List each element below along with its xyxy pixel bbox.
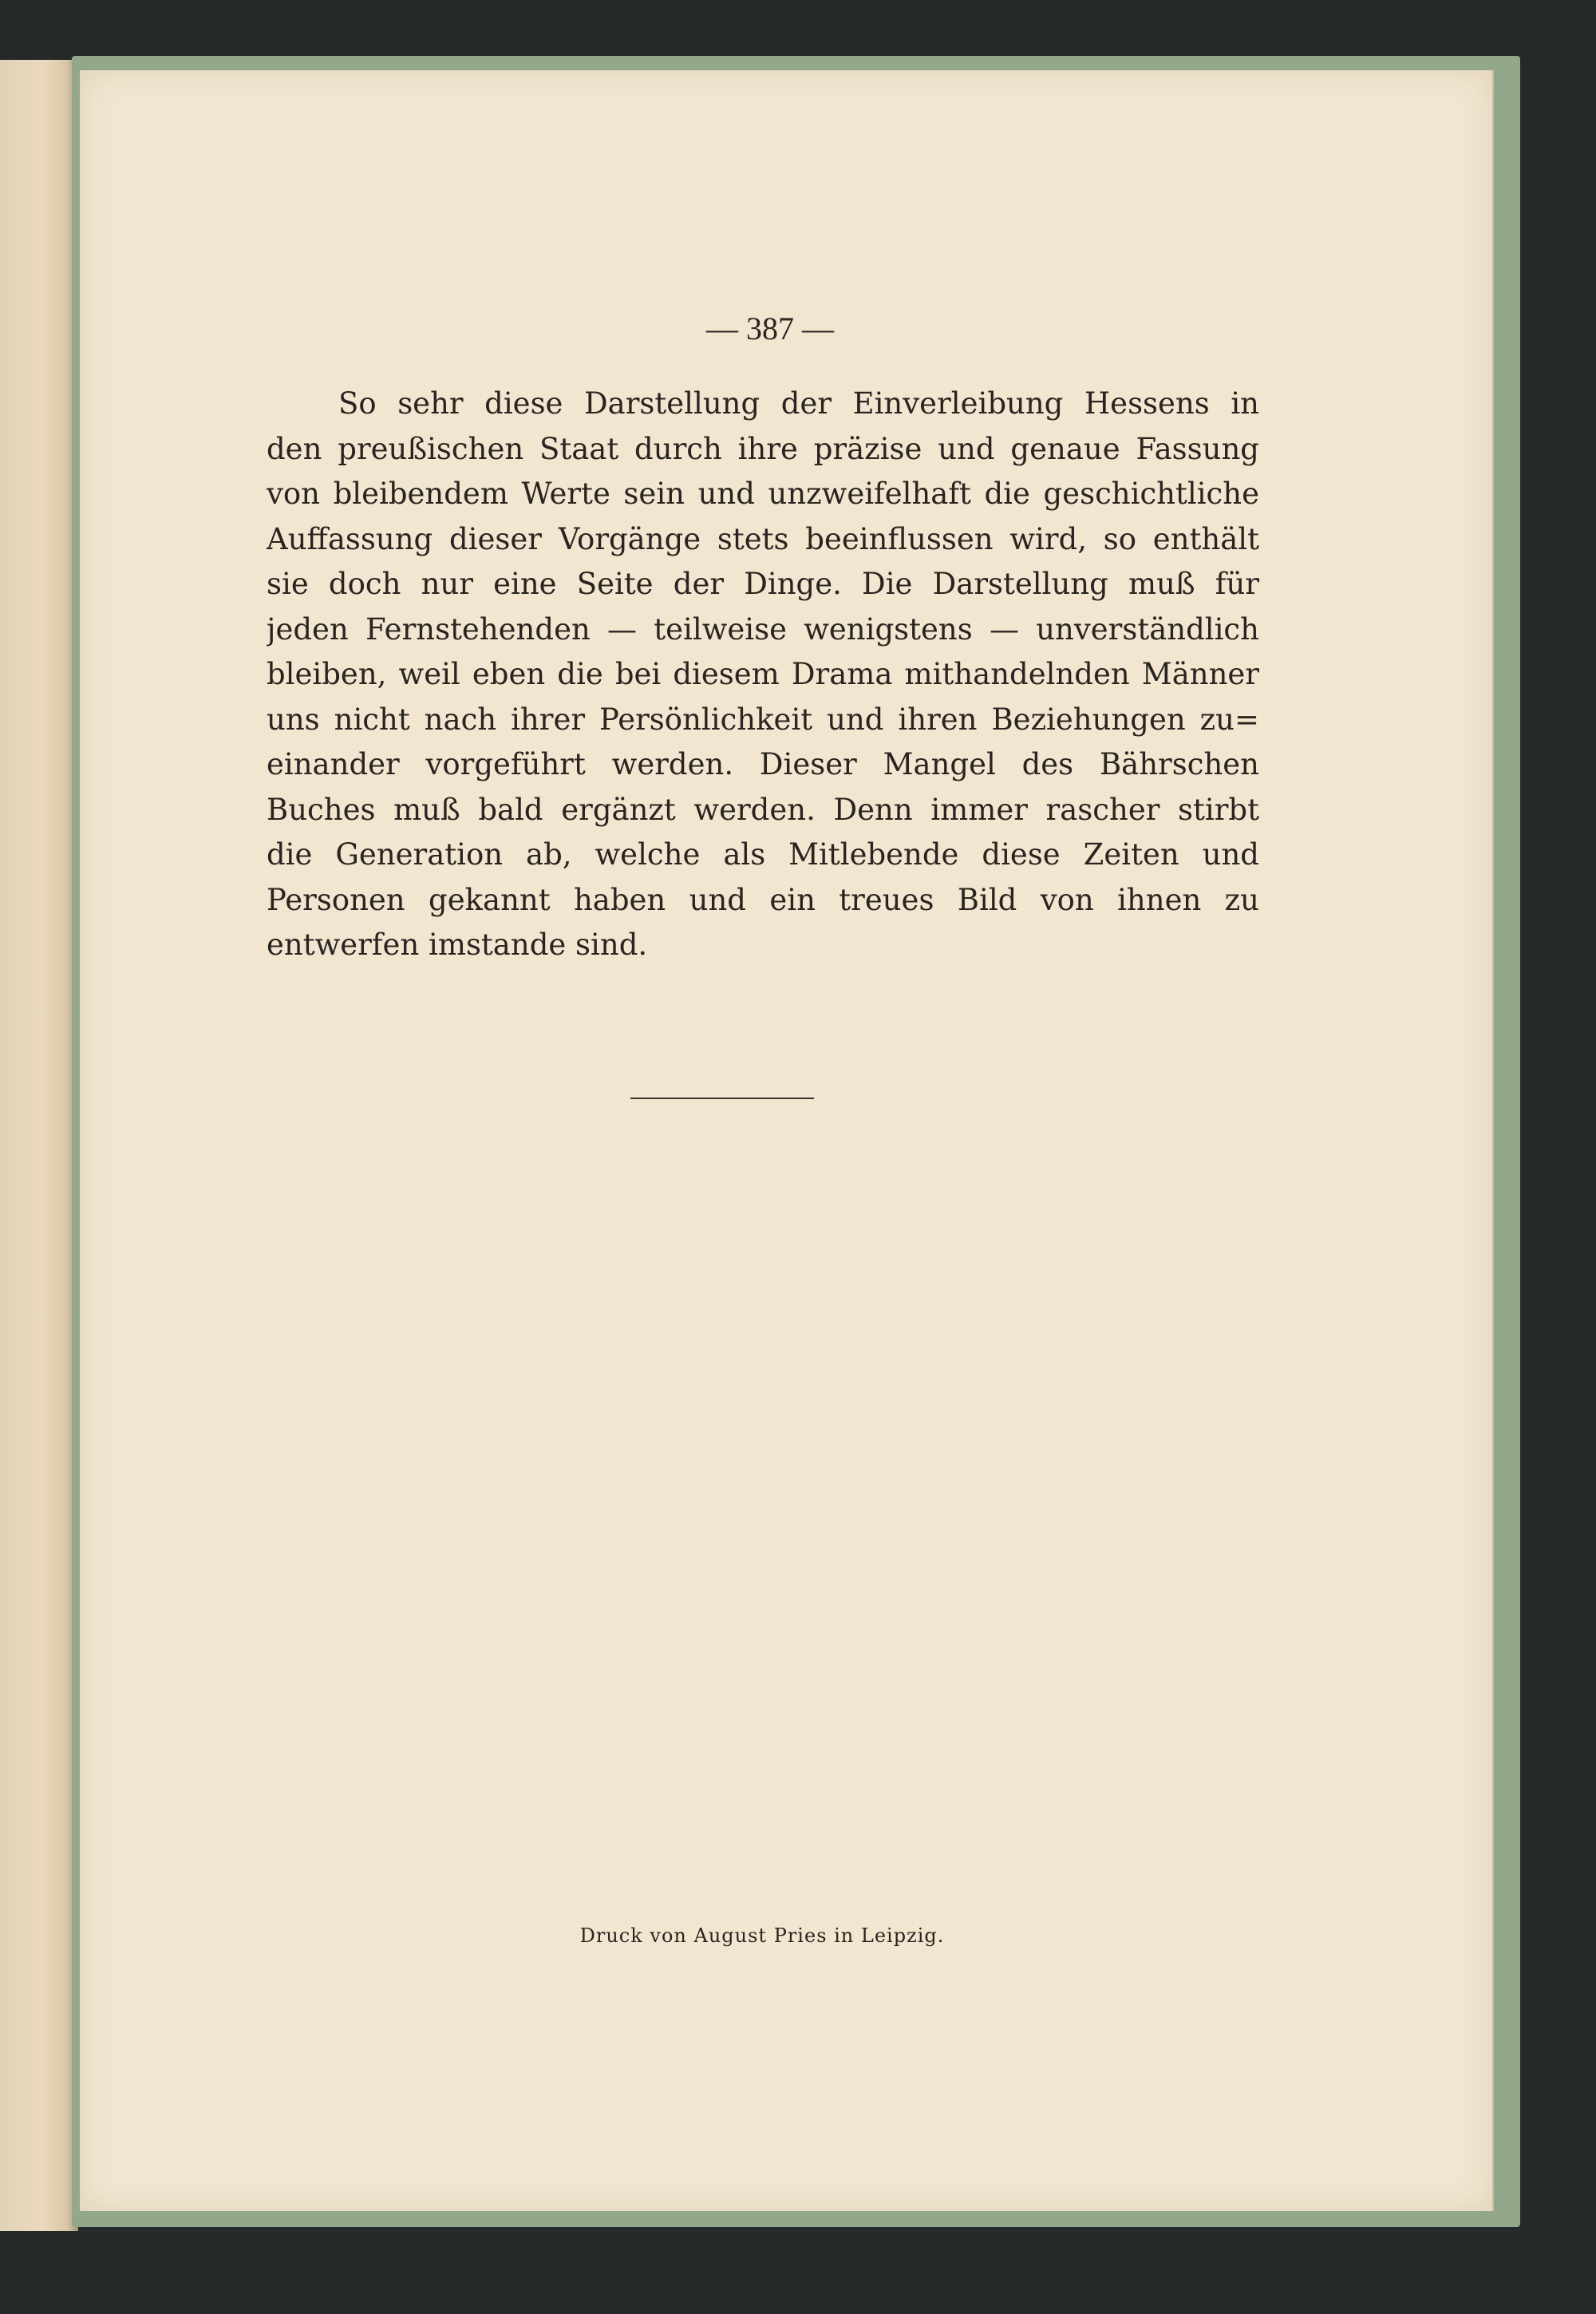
- main-paragraph: [267, 382, 1259, 968]
- paragraph-line: den preußischen Staat durch ihre präzise und genaue Fassung: [267, 431, 1259, 466]
- paragraph-line: Buches muß bald ergänzt werden. Denn immer rascher stirbt: [267, 792, 1259, 827]
- section-divider: [630, 1098, 814, 1099]
- paragraph-line: uns nicht nach ihrer Persönlichkeit und ihren Beziehungen zu=: [267, 702, 1259, 737]
- printer-imprint: Druck von August Pries in Leipzig.: [579, 1924, 945, 1947]
- paragraph-line: von bleibendem Werte sein und unzweifelhaft die geschichtliche: [267, 477, 1259, 511]
- paragraph-line: bleiben, weil eben die bei diesem Drama mithandelnden Männer: [267, 657, 1259, 691]
- paragraph-line: Personen gekannt haben und ein treues Bild von ihnen zu: [267, 882, 1259, 917]
- paragraph-line: die Generation ab, welche als Mitlebende diese Zeiten und: [267, 837, 1259, 872]
- paragraph-line: entwerfen imstande sind.: [267, 928, 648, 962]
- paragraph-line: Auffassung dieser Vorgänge stets beeinflussen wird, so enthält: [267, 521, 1259, 556]
- paragraph-line: So sehr diese Darstellung der Einverleibung Hessens in: [338, 386, 1259, 421]
- paragraph-line: jeden Fernstehenden — teilweise wenigstens — unverständlich: [267, 611, 1259, 647]
- book-page: [80, 70, 1494, 2211]
- paragraph-line: sie doch nur eine Seite der Dinge. Die Darstellung muß für: [267, 567, 1259, 601]
- paragraph-line: einander vorgeführt werden. Dieser Mangel des Bährschen: [267, 747, 1259, 781]
- facing-page-edge: [0, 60, 78, 2231]
- page-number: — 387 —: [706, 311, 834, 346]
